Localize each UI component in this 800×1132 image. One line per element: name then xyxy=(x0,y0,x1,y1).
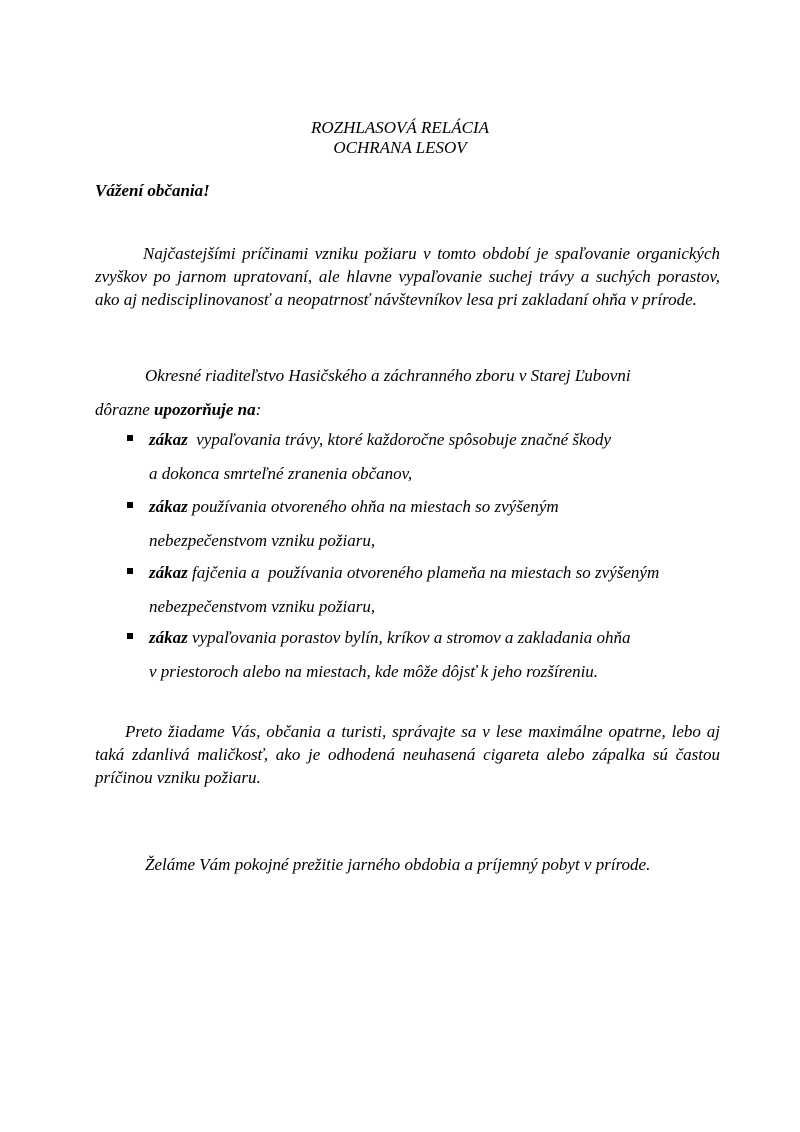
heading-line-1: ROZHLASOVÁ RELÁCIA xyxy=(310,118,490,137)
warning-suffix: : xyxy=(255,400,262,419)
list-item xyxy=(127,621,747,689)
bullet-keyword: zákaz xyxy=(149,497,188,516)
warning-line xyxy=(95,400,261,420)
bullet-square-icon xyxy=(127,633,133,639)
bullet-square-icon xyxy=(127,435,133,441)
warning-prefix: dôrazne xyxy=(95,400,155,419)
bullet-text: vypaľovania porastov bylín, kríkov a stromov a zakladania ohňa xyxy=(187,628,631,647)
bullet-continuation: nebezpečenstvom vzniku požiaru, xyxy=(149,597,376,616)
bullet-keyword: zákaz xyxy=(149,628,188,647)
list-item xyxy=(127,423,747,491)
heading-line-2: OCHRANA LESOV xyxy=(333,138,467,157)
closing-line: Želáme Vám pokojné prežitie jarného obdobia a príjemný pobyt v prírode. xyxy=(145,855,651,874)
bullet-keyword: zákaz xyxy=(149,563,188,582)
bullet-continuation: v priestoroch alebo na miestach, kde môže dôjsť k jeho rozšíreniu. xyxy=(149,662,599,681)
bullet-square-icon xyxy=(127,502,133,508)
paragraph-1 xyxy=(95,242,720,311)
list-item xyxy=(127,490,747,558)
bullet-text: fajčenia a používania otvoreného plameňa na miestach so zvýšeným xyxy=(187,563,660,582)
salutation: Vážení občania! xyxy=(95,181,210,200)
list-item xyxy=(127,556,747,624)
bullet-continuation: nebezpečenstvom vzniku požiaru, xyxy=(149,531,376,550)
paragraph-2-text: Preto žiadame Vás, občania a turisti, správajte sa v lese maximálne opatrne, lebo aj taká zdanlivá maličkosť, ako je odhodená neuhasená cigareta alebo zápalka sú častou príčinou vzniku požiaru. xyxy=(95,722,720,787)
bullet-text: vypaľovania trávy, ktoré každoročne spôsobuje značné škody xyxy=(187,430,612,449)
bullet-square-icon xyxy=(127,568,133,574)
organization-line: Okresné riaditeľstvo Hasičského a záchranného zboru v Starej Ľubovni xyxy=(145,366,631,385)
bullet-keyword: zákaz xyxy=(149,430,188,449)
paragraph-1-text: Najčastejšími príčinami vzniku požiaru v tomto období je spaľovanie organických zvyškov po jarnom upratovaní, ale hlavne vypaľovanie suchej trávy a suchých porastov, ako aj nedisciplinovanosť a neopatrnosť návštevníkov lesa pri zakladaní ohňa v prírode. xyxy=(95,244,720,309)
paragraph-2 xyxy=(95,720,720,789)
warning-emphasis: upozorňuje na xyxy=(154,400,256,419)
bullet-continuation: a dokonca smrteľné zranenia občanov, xyxy=(149,464,413,483)
bullet-text: používania otvoreného ohňa na miestach so zvýšeným xyxy=(187,497,559,516)
